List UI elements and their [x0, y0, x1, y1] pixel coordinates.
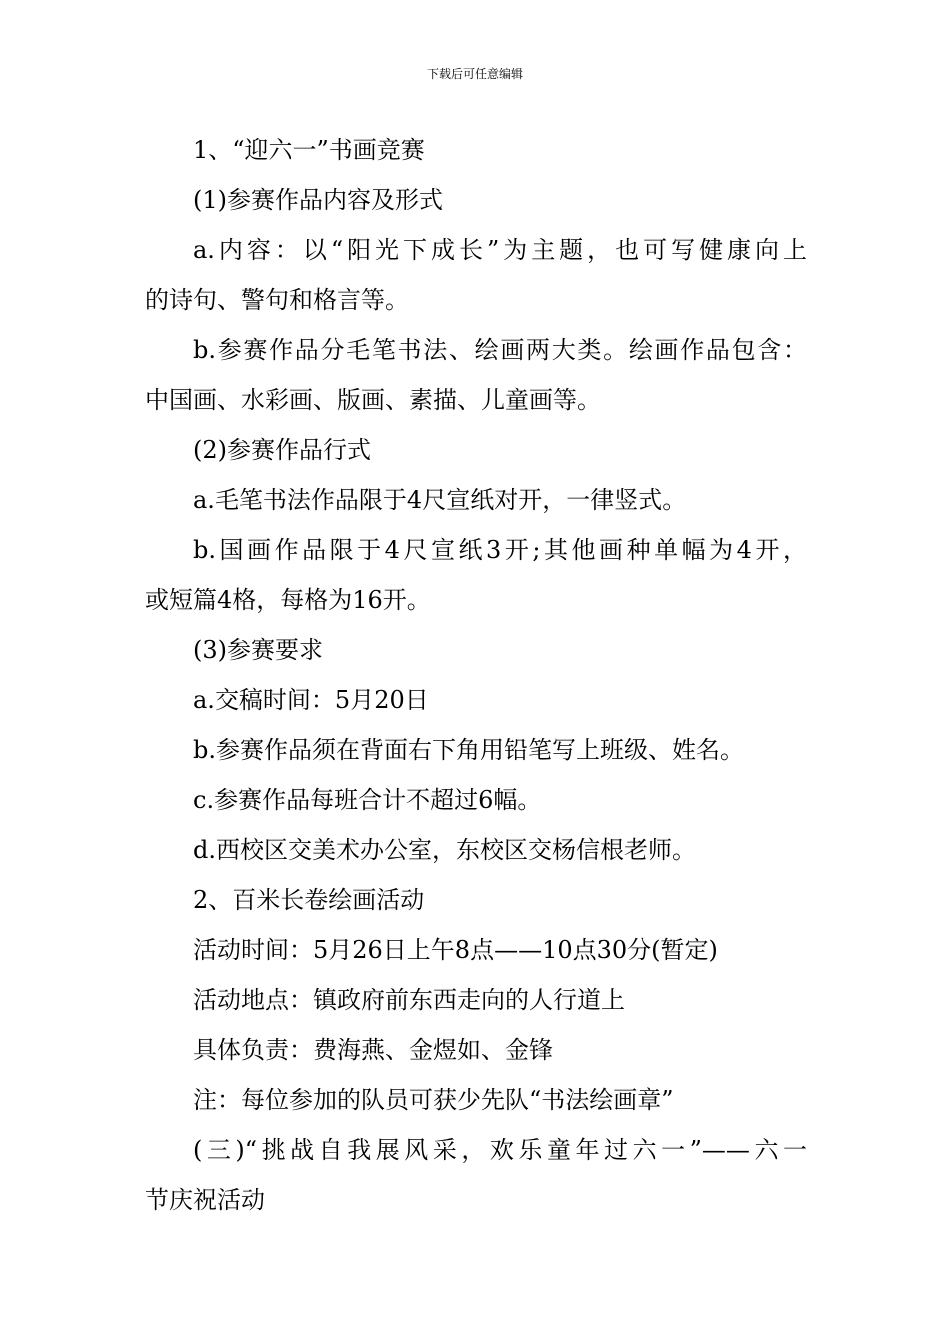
paragraph-line: 或短篇4格，每格为16开。: [145, 586, 431, 614]
paragraph-line: 注：每位参加的队员可获少先队“书法绘画章”: [193, 1086, 674, 1114]
paragraph-line: 具体负责：费海燕、金煜如、金锋: [193, 1036, 553, 1064]
paragraph-line: a.内容：以“阳光下成长”为主题，也可写健康向上: [193, 236, 807, 264]
page-header: 下载后可任意编辑: [426, 67, 523, 81]
section-heading: 节庆祝活动: [145, 1186, 265, 1214]
document-body: [145, 125, 807, 1225]
paragraph-line: 活动地点：镇政府前东西走向的人行道上: [193, 986, 625, 1014]
paragraph-line: 活动时间：5月26日上午8点——10点30分(暂定): [193, 936, 718, 964]
paragraph-line: a.毛笔书法作品限于4尺宣纸对开，一律竖式。: [193, 486, 687, 514]
paragraph-line: b.参赛作品分毛笔书法、绘画两大类。绘画作品包含：: [193, 336, 807, 364]
paragraph-line: d.西校区交美术办公室，东校区交杨信根老师。: [193, 836, 696, 864]
subsection-heading: (2)参赛作品行式: [193, 436, 371, 464]
subsection-heading: (1)参赛作品内容及形式: [193, 186, 443, 214]
section-heading: 2、百米长卷绘画活动: [193, 886, 425, 914]
paragraph-line: 的诗句、警句和格言等。: [145, 286, 409, 314]
subsection-heading: (3)参赛要求: [193, 636, 323, 664]
paragraph-line: a.交稿时间：5月20日: [193, 686, 429, 714]
paragraph-line: b.参赛作品须在背面右下角用铅笔写上班级、姓名。: [193, 736, 744, 764]
paragraph-line: c.参赛作品每班合计不超过6幅。: [193, 786, 542, 814]
paragraph-line: b.国画作品限于4尺宣纸3开;其他画种单幅为4开，: [193, 536, 807, 564]
paragraph-line: 中国画、水彩画、版画、素描、儿童画等。: [145, 386, 601, 414]
section-heading: 1、“迎六一”书画竞赛: [193, 136, 425, 164]
section-heading: (三)“挑战自我展风采，欢乐童年过六一”——六一: [193, 1136, 807, 1164]
